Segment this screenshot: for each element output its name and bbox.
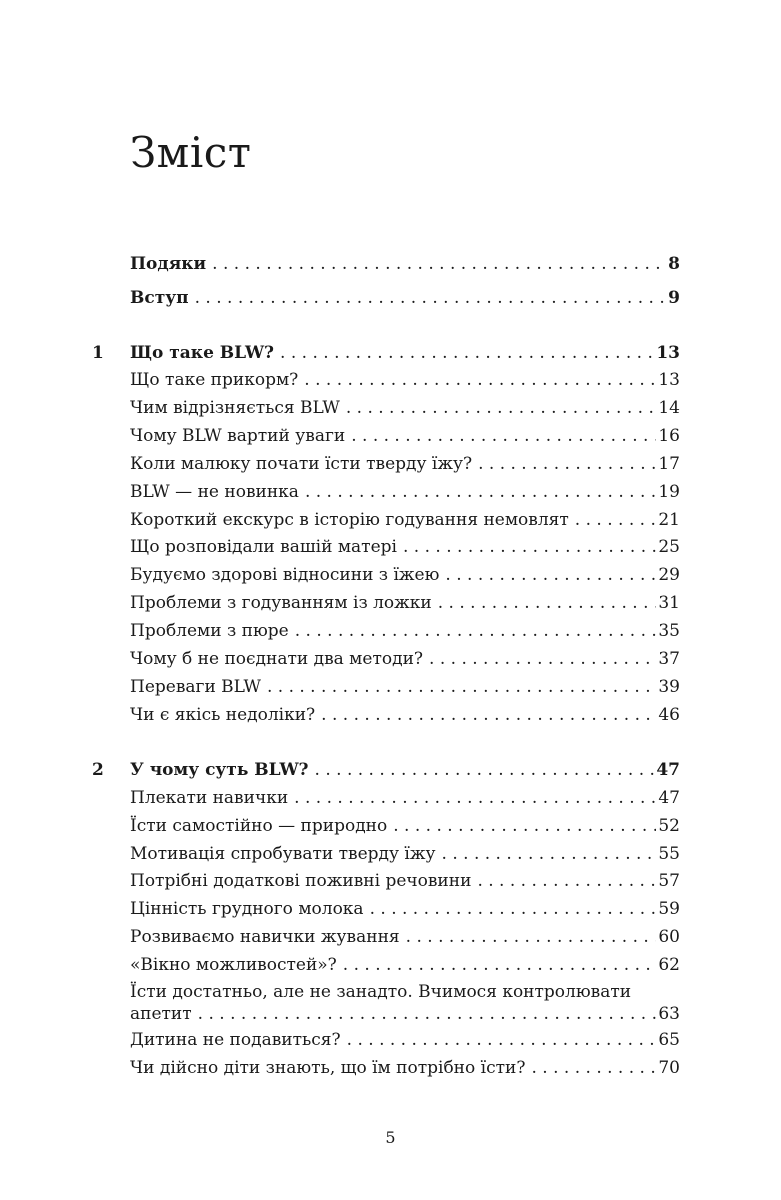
- leader-dots: [442, 842, 657, 866]
- page-number: 5: [385, 1128, 396, 1147]
- toc-entry-page: 37: [658, 649, 680, 669]
- leader-dots: [295, 619, 657, 643]
- leader-dots: [406, 925, 657, 949]
- toc-entry-title: «Вікно можливостей»?: [130, 955, 337, 975]
- leader-dots: [445, 563, 656, 587]
- toc-entry-title: апетит: [130, 1004, 192, 1024]
- toc-entry-title: Розвиваємо навички жування: [130, 927, 400, 947]
- chapter-number: 1: [92, 343, 104, 363]
- leader-dots: [321, 703, 656, 727]
- toc-entry-page: 47: [658, 788, 680, 808]
- toc-entry-page: 57: [658, 871, 680, 891]
- toc-entry-page: 46: [658, 705, 680, 725]
- toc-entry-page: 13: [658, 370, 680, 390]
- toc-entry-title: BLW — не новинка: [130, 482, 299, 502]
- toc-entry-page: 39: [658, 677, 680, 697]
- toc-entry-page: 19: [658, 482, 680, 502]
- leader-dots: [315, 758, 655, 782]
- toc-section[interactable]: [130, 480, 680, 504]
- toc-entry-title: Що таке прикорм?: [130, 370, 299, 390]
- leader-dots: [294, 786, 656, 810]
- toc-entry-page: 16: [658, 426, 680, 446]
- toc-entry-introduction[interactable]: [130, 286, 680, 310]
- toc-entry-title: Мотивація спробувати тверду їжу: [130, 844, 436, 864]
- leader-dots: [531, 1056, 656, 1080]
- toc-section[interactable]: [130, 1056, 680, 1080]
- toc-entry-title: Переваги BLW: [130, 677, 261, 697]
- toc-entry-page: 9: [668, 288, 680, 308]
- toc-entry-title: Їсти самостійно — природно: [130, 816, 388, 836]
- toc-entry-title: Чи дійсно діти знають, що їм потрібно їсти?: [130, 1058, 526, 1078]
- toc-entry-page: 65: [658, 1030, 680, 1050]
- toc-entry-page: 35: [658, 621, 680, 641]
- toc-entry-page: 55: [658, 844, 680, 864]
- toc-entry-title: Чи є якісь недоліки?: [130, 705, 316, 725]
- toc-entry-page: 13: [656, 343, 680, 363]
- leader-dots: [346, 396, 657, 420]
- toc-entry-page: 29: [658, 565, 680, 585]
- toc-entry-page: 62: [658, 955, 680, 975]
- leader-dots: [351, 424, 656, 448]
- toc-entry-title: Будуємо здорові відносини з їжею: [130, 565, 440, 585]
- leader-dots: [347, 1028, 657, 1052]
- leader-dots: [575, 508, 657, 532]
- leader-dots: [370, 897, 657, 921]
- toc-entry-title: Що розповідали вашій матері: [130, 537, 397, 557]
- toc-section[interactable]: [130, 897, 680, 921]
- toc-entry-title: Подяки: [130, 254, 207, 274]
- toc-section[interactable]: [130, 953, 680, 977]
- toc-section[interactable]: [130, 452, 680, 476]
- toc-entry-title: Проблеми з годуванням із ложки: [130, 593, 432, 613]
- leader-dots: [212, 252, 666, 276]
- toc-entry-title: Що таке BLW?: [130, 343, 275, 363]
- toc-section[interactable]: [130, 424, 680, 448]
- toc-entry-page: 47: [656, 760, 680, 780]
- leader-dots: [343, 953, 657, 977]
- toc-section[interactable]: [130, 1028, 680, 1052]
- toc-section[interactable]: [130, 703, 680, 727]
- toc-entry-page: 52: [658, 816, 680, 836]
- toc-entry-title: Вступ: [130, 288, 189, 308]
- leader-dots: [393, 814, 656, 838]
- toc-entry-title: Дитина не подавиться?: [130, 1030, 341, 1050]
- leader-dots: [478, 452, 656, 476]
- leader-dots: [477, 869, 656, 893]
- toc-section[interactable]: [130, 869, 680, 893]
- toc-entry-title: Проблеми з пюре: [130, 621, 289, 641]
- leader-dots: [403, 535, 656, 559]
- toc-entry-title: Короткий екскурс в історію годування немовлят: [130, 510, 569, 530]
- toc-entry-page: 21: [658, 510, 680, 530]
- toc-section[interactable]: [130, 508, 680, 532]
- toc-entry-title: Коли малюку почати їсти тверду їжу?: [130, 454, 473, 474]
- leader-dots: [305, 480, 656, 504]
- toc-section[interactable]: [130, 675, 680, 699]
- toc-section-wrapped[interactable]: [130, 1002, 680, 1026]
- leader-dots: [198, 1002, 657, 1026]
- toc-entry-title: Чому б не поєднати два методи?: [130, 649, 424, 669]
- toc-entry-page: 25: [658, 537, 680, 557]
- toc-entry-title: Цінність грудного молока: [130, 899, 364, 919]
- toc-entry-page: 14: [658, 398, 680, 418]
- toc-chapter-1[interactable]: [130, 341, 680, 365]
- leader-dots: [280, 341, 654, 365]
- toc-entry-page: 31: [658, 593, 680, 613]
- leader-dots: [429, 647, 656, 671]
- toc-entry-title: Чому BLW вартий уваги: [130, 426, 346, 446]
- toc-section[interactable]: [130, 814, 680, 838]
- toc-chapter-2[interactable]: [130, 758, 680, 782]
- chapter-number: 2: [92, 760, 104, 780]
- toc-entry-acknowledgements[interactable]: [130, 252, 680, 276]
- toc-section[interactable]: [130, 563, 680, 587]
- toc-entry-title: У чому суть BLW?: [130, 760, 309, 780]
- toc-entry-page: 17: [658, 454, 680, 474]
- toc-entry-title: Плекати навички: [130, 788, 289, 808]
- toc-entry-page: 63: [658, 1004, 680, 1024]
- toc-entry-page: 60: [658, 927, 680, 947]
- toc-section[interactable]: [130, 368, 680, 392]
- toc-section[interactable]: [130, 925, 680, 949]
- toc-section[interactable]: [130, 786, 680, 810]
- toc-entry-title: Чим відрізняється BLW: [130, 398, 340, 418]
- toc-section[interactable]: [130, 619, 680, 643]
- toc-section-wrapped-line1[interactable]: Їсти достатньо, але не занадто. Вчимося контролювати: [130, 982, 632, 1002]
- toc-section[interactable]: [130, 647, 680, 671]
- toc-entry-page: 59: [658, 899, 680, 919]
- leader-dots: [438, 591, 657, 615]
- toc-section[interactable]: [130, 591, 680, 615]
- toc-section[interactable]: [130, 535, 680, 559]
- leader-dots: [304, 368, 656, 392]
- toc-section[interactable]: [130, 842, 680, 866]
- toc-entry-page: 70: [658, 1058, 680, 1078]
- toc-section[interactable]: [130, 396, 680, 420]
- toc-entry-title: Потрібні додаткові поживні речовини: [130, 871, 472, 891]
- leader-dots: [195, 286, 667, 310]
- page-title: Зміст: [130, 128, 252, 177]
- toc-entry-page: 8: [668, 254, 680, 274]
- leader-dots: [267, 675, 656, 699]
